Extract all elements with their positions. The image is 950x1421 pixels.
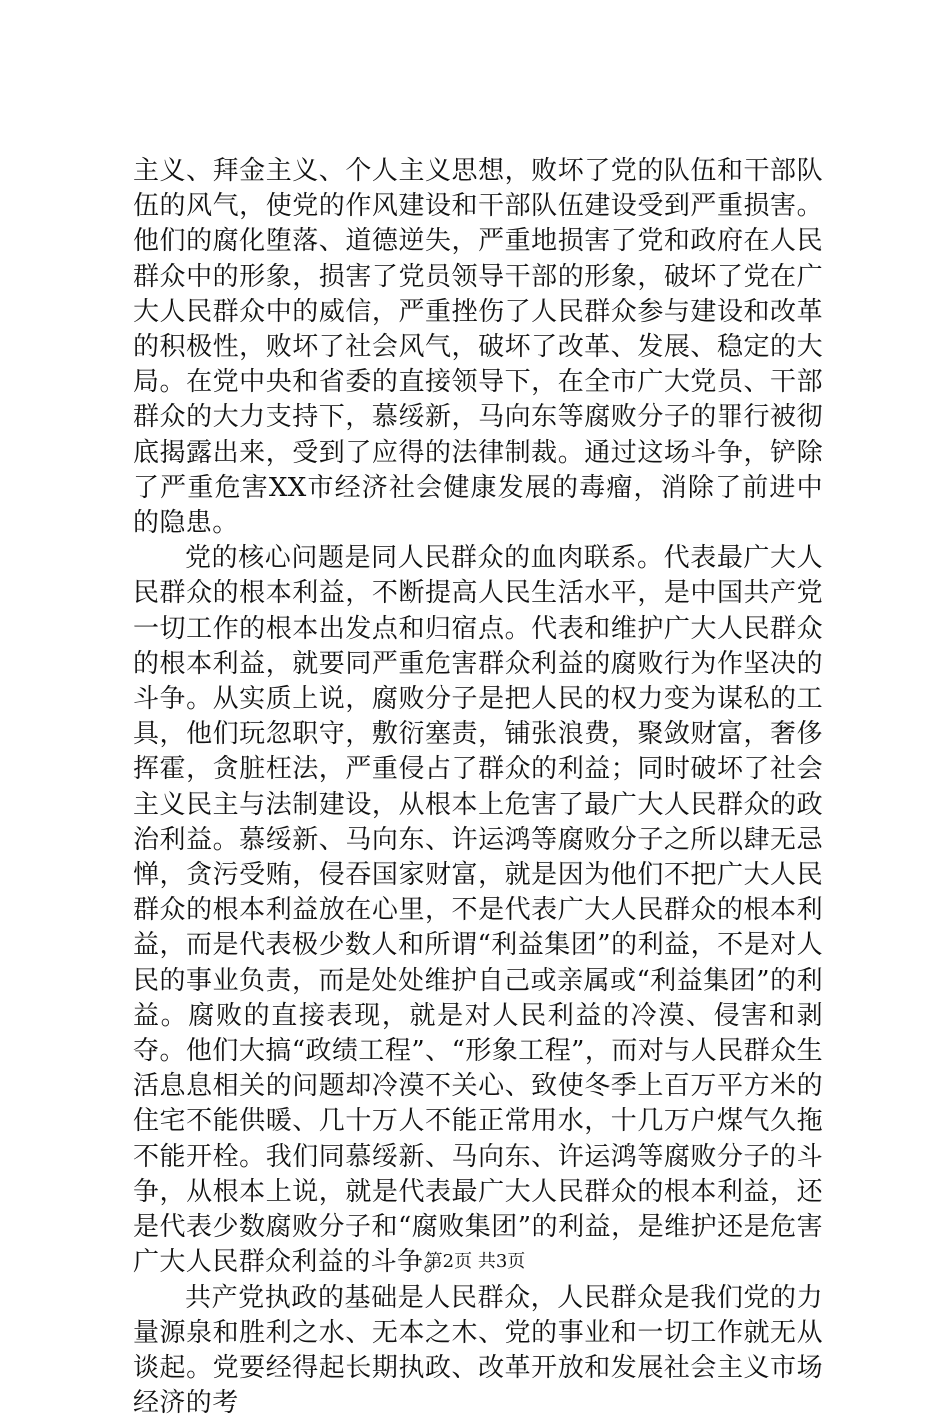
paragraph-3: 共产党执政的基础是人民群众，人民群众是我们党的力量源泉和胜利之水、无本之木、党的事业和一切工作就无从谈起。党要经得起长期执政、改革开放和发展社会主义市场经济的考 [133,1281,823,1421]
paragraph-2: 党的核心问题是同人民群众的血肉联系。代表最广大人民群众的根本利益，不断提高人民生活水平，是中国共产党一切工作的根本出发点和归宿点。代表和维护广大人民群众的根本利益，就要同严重危害群众利益的腐败行为作坚决的斗争。从实质上说，腐败分子是把人民的权力变为谋私的工具，他们玩忽职守，敷衍塞责，铺张浪费，聚敛财富，奢侈挥霍，贪脏枉法，严重侵占了群众的利益；同时破坏了社会主义民主与法制建设，从根本上危害了最广大人民群众的政治利益。慕绥新、马向东、许运鸿等腐败分子之所以肆无忌惮，贪污受贿，侵吞国家财富，就是因为他们不把广大人民群众的根本利益放在心里，不是代表广大人民群众的根本利益，而是代表极少数人和所谓“利益集团”的利益，不是对人民的事业负责，而是处处维护自己或亲属或“利益集团”的利益。腐败的直接表现，就是对人民利益的冷漠、侵害和剥夺。他们大搞“政绩工程”、“形象工程”，而对与人民群众生活息息相关的问题却冷漠不关心、致使冬季上百万平方米的住宅不能供暖、几十万人不能正常用水，十几万户煤气久拖不能开栓。我们同慕绥新、马向东、许运鸿等腐败分子的斗争，从根本上说，就是代表最广大人民群众的根本利益，还是代表少数腐败分子和“腐败集团”的利益，是维护还是危害广大人民群众利益的斗争。 [133,541,823,1280]
document-body [133,154,823,1421]
page-number-footer: 第2页 共3页 [0,1247,950,1273]
paragraph-1: 主义、拜金主义、个人主义思想，败坏了党的队伍和干部队伍的风气，使党的作风建设和干部队伍建设受到严重损害。他们的腐化堕落、道德逆失，严重地损害了党和政府在人民群众中的形象，损害了党员领导干部的形象，破坏了党在广大人民群众中的威信，严重挫伤了人民群众参与建设和改革的积极性，败坏了社会风气，破坏了改革、发展、稳定的大局。在党中央和省委的直接领导下，在全市广大党员、干部群众的大力支持下，慕绥新，马向东等腐败分子的罪行被彻底揭露出来，受到了应得的法律制裁。通过这场斗争，铲除了严重危害XX市经济社会健康发展的毒瘤，消除了前进中的隐患。 [133,154,823,541]
